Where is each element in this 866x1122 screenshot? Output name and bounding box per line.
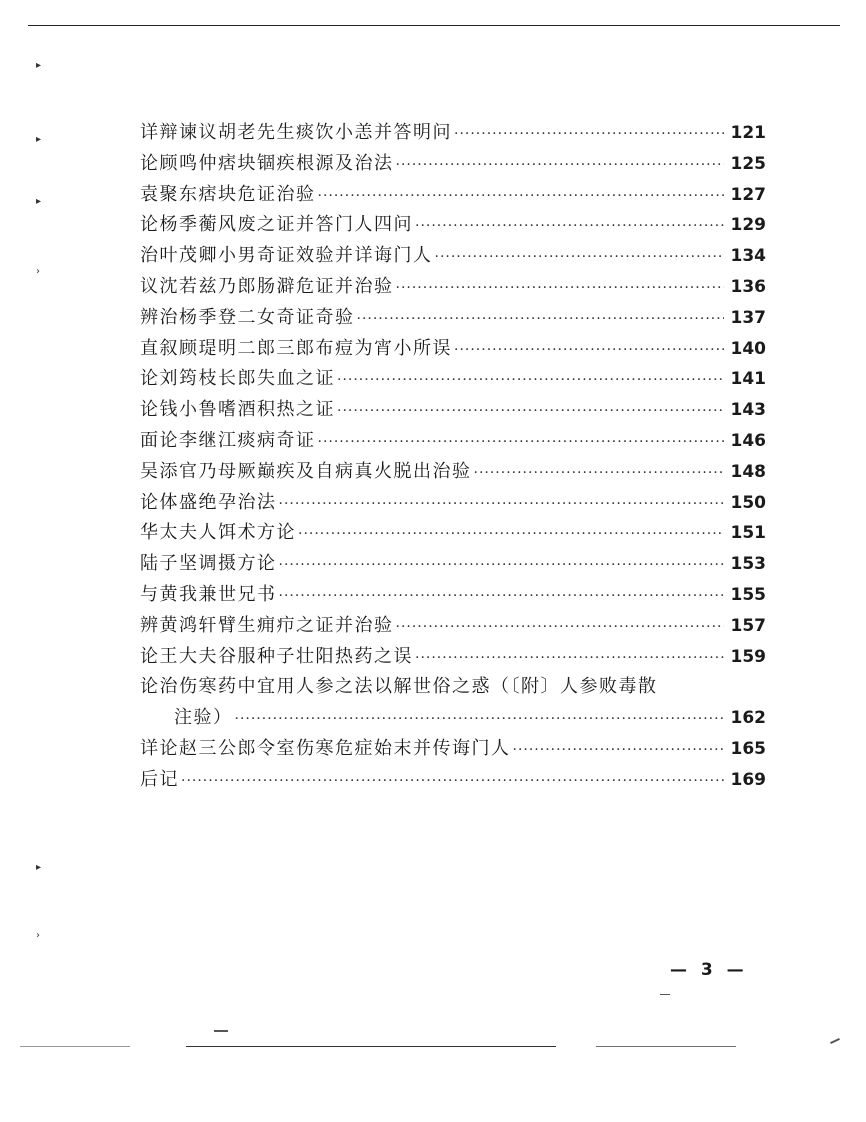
- toc-entry-title: 详辩谏议胡老先生痰饮小恙并答明问: [140, 122, 452, 143]
- toc-entry: [140, 580, 766, 611]
- scan-speck: [830, 1038, 840, 1044]
- dot-leader: [337, 365, 724, 396]
- page-number: — 3 —: [670, 960, 748, 980]
- toc-entry-page: 153: [730, 554, 766, 575]
- margin-mark: ›: [36, 266, 40, 277]
- dot-leader: [318, 427, 725, 458]
- toc-entry-title: 华太夫人饵术方论: [140, 522, 296, 544]
- dot-leader: [279, 489, 725, 520]
- toc-entry-title: 辨治杨季登二女奇证奇验: [140, 306, 355, 328]
- toc-entry-page: 141: [730, 369, 766, 390]
- dot-leader: [474, 458, 725, 489]
- margin-mark: ▸: [36, 60, 42, 71]
- dot-leader: [298, 519, 724, 550]
- toc-entry-page: 151: [730, 523, 766, 544]
- dot-leader: [415, 643, 724, 674]
- toc-entry-title: 面论李继江痰病奇证: [140, 429, 316, 451]
- toc-entry-page: 134: [730, 246, 766, 267]
- dot-leader: [415, 211, 724, 242]
- toc-entry-title-line1: 论治伤寒药中宜用人参之法以解世俗之惑（〔附〕人参败毒散: [140, 676, 658, 698]
- toc-entry: [140, 272, 766, 303]
- dot-leader: [337, 396, 724, 427]
- toc-entry-title: 辨黄鸿轩臂生痈疖之证并治验: [140, 614, 394, 636]
- dot-leader: [396, 612, 725, 643]
- toc-entry: [140, 549, 766, 580]
- toc-entry-page: 169: [730, 769, 766, 790]
- toc-entry-page: 150: [730, 492, 766, 513]
- toc-entry-page: 143: [730, 400, 766, 421]
- toc-entry: [140, 364, 766, 395]
- toc-entry-title: 袁聚东痞块危证治验: [140, 183, 316, 205]
- margin-mark: ▸: [36, 134, 42, 145]
- toc-entry: [140, 457, 766, 488]
- scan-rule: [20, 1046, 130, 1047]
- toc-entry-title: 治叶茂卿小男奇证效验并详诲门人: [140, 245, 433, 267]
- dot-leader: [357, 304, 725, 335]
- scan-rule: [596, 1046, 736, 1047]
- dot-leader: [513, 735, 725, 766]
- toc-entry: [140, 611, 766, 642]
- toc-entry-page: 148: [730, 461, 766, 482]
- toc-entry-title-line2: 注验）: [174, 707, 233, 729]
- toc-entry: [140, 210, 766, 241]
- dot-leader: [181, 766, 724, 797]
- toc-entry-title: 论王大夫谷服种子壮阳热药之误: [140, 645, 413, 667]
- toc-entry-page: 136: [730, 276, 766, 297]
- toc-entry: [140, 703, 766, 734]
- toc-entry-title: 直叙顾瑅明二郎三郎布痘为宵小所误: [140, 337, 452, 359]
- margin-mark: ▸: [36, 862, 42, 873]
- dot-leader: [396, 273, 725, 304]
- dot-leader: [235, 704, 725, 735]
- toc-entry-page: 159: [730, 646, 766, 667]
- dot-leader: [279, 581, 725, 612]
- toc-entry-title: 后记: [140, 768, 179, 790]
- toc-entry: [140, 180, 766, 211]
- toc-entry: [140, 488, 766, 519]
- toc-entry-page: 121: [730, 123, 766, 143]
- toc-entry-title: 论刘筠枝长郎失血之证: [140, 368, 335, 390]
- toc-entry-page: 157: [730, 615, 766, 636]
- scan-speck: [214, 1030, 228, 1032]
- toc-entry: [140, 241, 766, 272]
- toc-entry-page: 140: [730, 338, 766, 359]
- toc-entry-page: 137: [730, 307, 766, 328]
- toc-entry: [140, 303, 766, 334]
- dot-leader: [435, 242, 725, 273]
- toc-entry-title: 议沈若兹乃郎肠澼危证并治验: [140, 275, 394, 297]
- toc-entry: [140, 765, 766, 796]
- toc-entry: [140, 395, 766, 426]
- toc-entry-page: 146: [730, 430, 766, 451]
- toc-entry-title: 论杨季蘅风废之证并答门人四问: [140, 214, 413, 236]
- toc-entry: [140, 334, 766, 365]
- toc-entry-title: 吴添官乃母厥巅疾及自病真火脱出治验: [140, 460, 472, 482]
- toc-entry-title: 与黄我兼世兄书: [140, 583, 277, 605]
- dot-leader: [318, 181, 725, 212]
- scan-speck: [660, 994, 670, 995]
- toc-entry-page: 162: [730, 708, 766, 729]
- table-of-contents: [140, 118, 766, 796]
- toc-entry: [140, 149, 766, 180]
- toc-entry: [140, 518, 766, 549]
- toc-entry-page: 155: [730, 584, 766, 605]
- toc-entry-page: 129: [730, 215, 766, 236]
- toc-entry-title: 论体盛绝孕治法: [140, 491, 277, 513]
- toc-entry-title: 论钱小鲁嗜酒积热之证: [140, 399, 335, 421]
- dot-leader: [454, 335, 724, 366]
- toc-entry: [140, 426, 766, 457]
- margin-mark: ▸: [36, 196, 42, 207]
- toc-entry-title: 陆子坚调摄方论: [140, 553, 277, 575]
- toc-entry: [140, 642, 766, 673]
- toc-entry: [140, 118, 766, 149]
- toc-entry-title: 详论赵三公郎令室伤寒危症始末并传诲门人: [140, 737, 511, 759]
- dot-leader: [454, 119, 724, 150]
- top-rule: [28, 25, 840, 26]
- dot-leader: [396, 150, 725, 181]
- toc-entry-page: 127: [730, 184, 766, 205]
- dot-leader: [279, 550, 725, 581]
- toc-entry-page: 165: [730, 738, 766, 759]
- toc-entry: [140, 734, 766, 765]
- margin-mark: ›: [36, 930, 40, 941]
- scan-rule: [186, 1046, 556, 1047]
- toc-entry-page: 125: [730, 153, 766, 174]
- toc-entry-title: 论顾鸣仲痞块锢疾根源及治法: [140, 152, 394, 174]
